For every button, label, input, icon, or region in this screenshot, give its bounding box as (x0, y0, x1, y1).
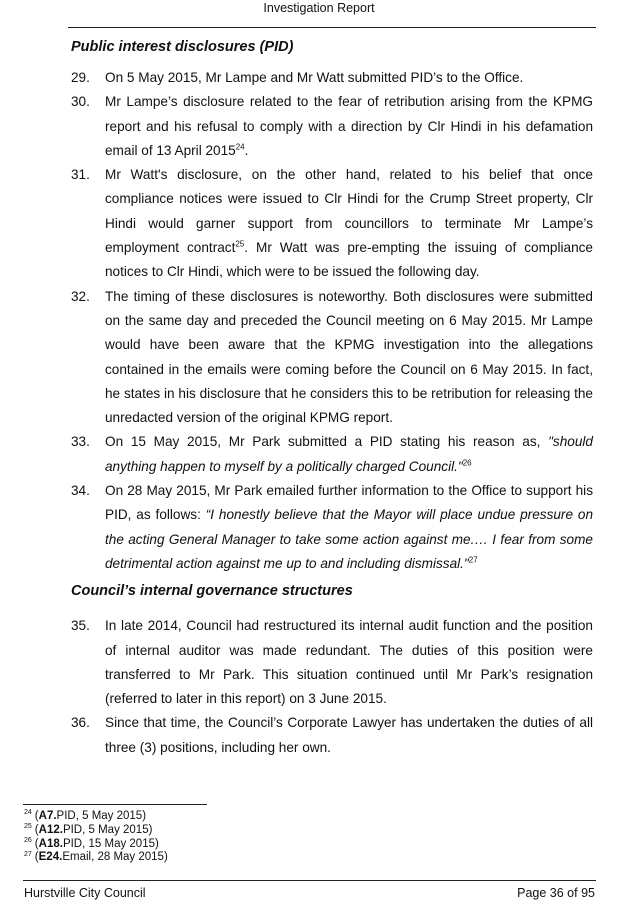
paragraph-number: 32. (71, 288, 90, 304)
footnote-reference-code: A12. (38, 823, 63, 836)
footer-organization: Hurstville City Council (24, 886, 146, 900)
footnote-reference[interactable]: 27 (468, 555, 478, 565)
header-divider (68, 27, 596, 28)
paragraph (71, 479, 593, 576)
text-run: . (244, 142, 249, 158)
paragraph (71, 66, 593, 90)
text-run: Mr Lampe’s disclosure related to the fear of retribution arising from the KPMG report and his refusal to comply with a direction by Clr Hindi in his defamation email of 13 April 2015 (105, 94, 593, 158)
footnote-number: 24 (24, 809, 32, 817)
paragraph-number: 30. (71, 94, 90, 110)
footnote-number: 26 (24, 836, 32, 844)
text-run: On 5 May 2015, Mr Lampe and Mr Watt submitted PID’s to the Office. (105, 70, 524, 85)
paragraph (71, 711, 593, 760)
footnote-reference[interactable]: 24 (235, 142, 245, 152)
paragraph-number: 29. (71, 70, 90, 85)
footnote-text: PID, 5 May 2015) (62, 823, 153, 836)
footnote-reference[interactable]: 26 (462, 458, 472, 468)
paragraph (71, 430, 593, 479)
footnotes (24, 810, 168, 865)
footnote-reference-code: A18. (38, 837, 63, 850)
section-heading-pid: Public interest disclosures (PID) (71, 39, 294, 55)
paragraph-text (105, 711, 593, 760)
footnote-text: Email, 28 May 2015) (62, 851, 168, 864)
section-heading-governance: Council’s internal governance structures (71, 583, 353, 600)
footnote: $^{25}$ (A12.PID, 5 May 2015) (24, 822, 153, 836)
page-content (71, 34, 593, 760)
footnote: $^{24}$ (A7.PID, 5 May 2015) (24, 809, 147, 822)
text-run: On 28 May 2015, Mr Park emailed further information to the Office to support his PID, as follows: (105, 483, 593, 523)
paragraph-text (105, 479, 593, 576)
footnote-text: PID, 5 May 2015) (56, 810, 147, 822)
paragraph-text (105, 285, 593, 431)
paragraph-number: 31. (71, 167, 90, 183)
footer-divider (23, 880, 596, 881)
paragraph (71, 614, 593, 711)
paragraph (71, 90, 593, 163)
footer-page-number: Page 36 of 95 (517, 886, 595, 900)
paragraph-text (105, 163, 593, 284)
paragraph-text (105, 614, 593, 711)
footnote-reference-code: E24. (38, 851, 63, 864)
paragraph (71, 163, 593, 284)
paragraph-text (105, 90, 593, 163)
footnote-reference-code: A7. (38, 810, 57, 822)
footnote-reference[interactable]: 25 (235, 239, 245, 249)
quoted-text: “I honestly believe that the Mayor will place undue pressure on the acting General Manager to take some action against me.… I fear from some detrimental action against me up to and including dismissal." (105, 507, 594, 571)
text-run: On 15 May 2015, Mr Park submitted a PID stating his reason as, (105, 434, 549, 450)
footnote: $^{27}$ (E24.Email, 28 May 2015) (24, 850, 168, 864)
section-pid-paragraphs (71, 66, 593, 576)
paragraph-text (105, 66, 593, 90)
text-run: Since that time, the Council’s Corporate Lawyer has undertaken the duties of all three (3) positions, including her own. (105, 715, 593, 755)
footnote-divider (23, 804, 207, 805)
footnote-number: 25 (24, 822, 32, 830)
paragraph (71, 285, 593, 431)
paragraph-number: 34. (71, 483, 90, 499)
paragraph-number: 36. (71, 715, 90, 731)
footnote-text: PID, 15 May 2015) (62, 837, 159, 850)
footnote-number: 27 (24, 850, 32, 858)
text-run: The timing of these disclosures is noteworthy. Both disclosures were submitted on the same day and preceded the Council meeting on 6 May 2015. Mr Lampe would have been aware that the KPMG investigation into the allegations contained in the emails were coming before the Council on 6 May 2015. In fact, he states in his disclosure that he considers this to be retribution for releasing the unredacted version of the original KPMG report. (105, 288, 593, 426)
paragraph-text (105, 430, 593, 479)
page-header: Investigation Report (263, 1, 375, 15)
section-governance-paragraphs (71, 614, 593, 760)
quoted-text: "should anything happen to myself by a politically charged Council." (105, 434, 593, 474)
text-run: In late 2014, Council had restructured its internal audit function and the position of internal auditor was made redundant. The duties of this position were transferred to Mr Park. This situation continued until Mr Park’s resignation (referred to later in this report) on 3 June 2015. (105, 618, 593, 707)
paragraph-number: 35. (71, 618, 90, 634)
paragraph-number: 33. (71, 434, 90, 450)
footnote: $^{26}$ (A18.PID, 15 May 2015) (24, 836, 159, 850)
text-run: Mr Watt's disclosure, on the other hand, related to his belief that once compliance notices were issued to Clr Hindi for the Crump Street property, Clr Hindi would garner support from councillors to terminate Mr Lampe’s employment contract (105, 167, 593, 256)
text-run: . Mr Watt was pre-empting the issuing of compliance notices to Clr Hindi, which were to be issued the following day. (105, 240, 593, 280)
